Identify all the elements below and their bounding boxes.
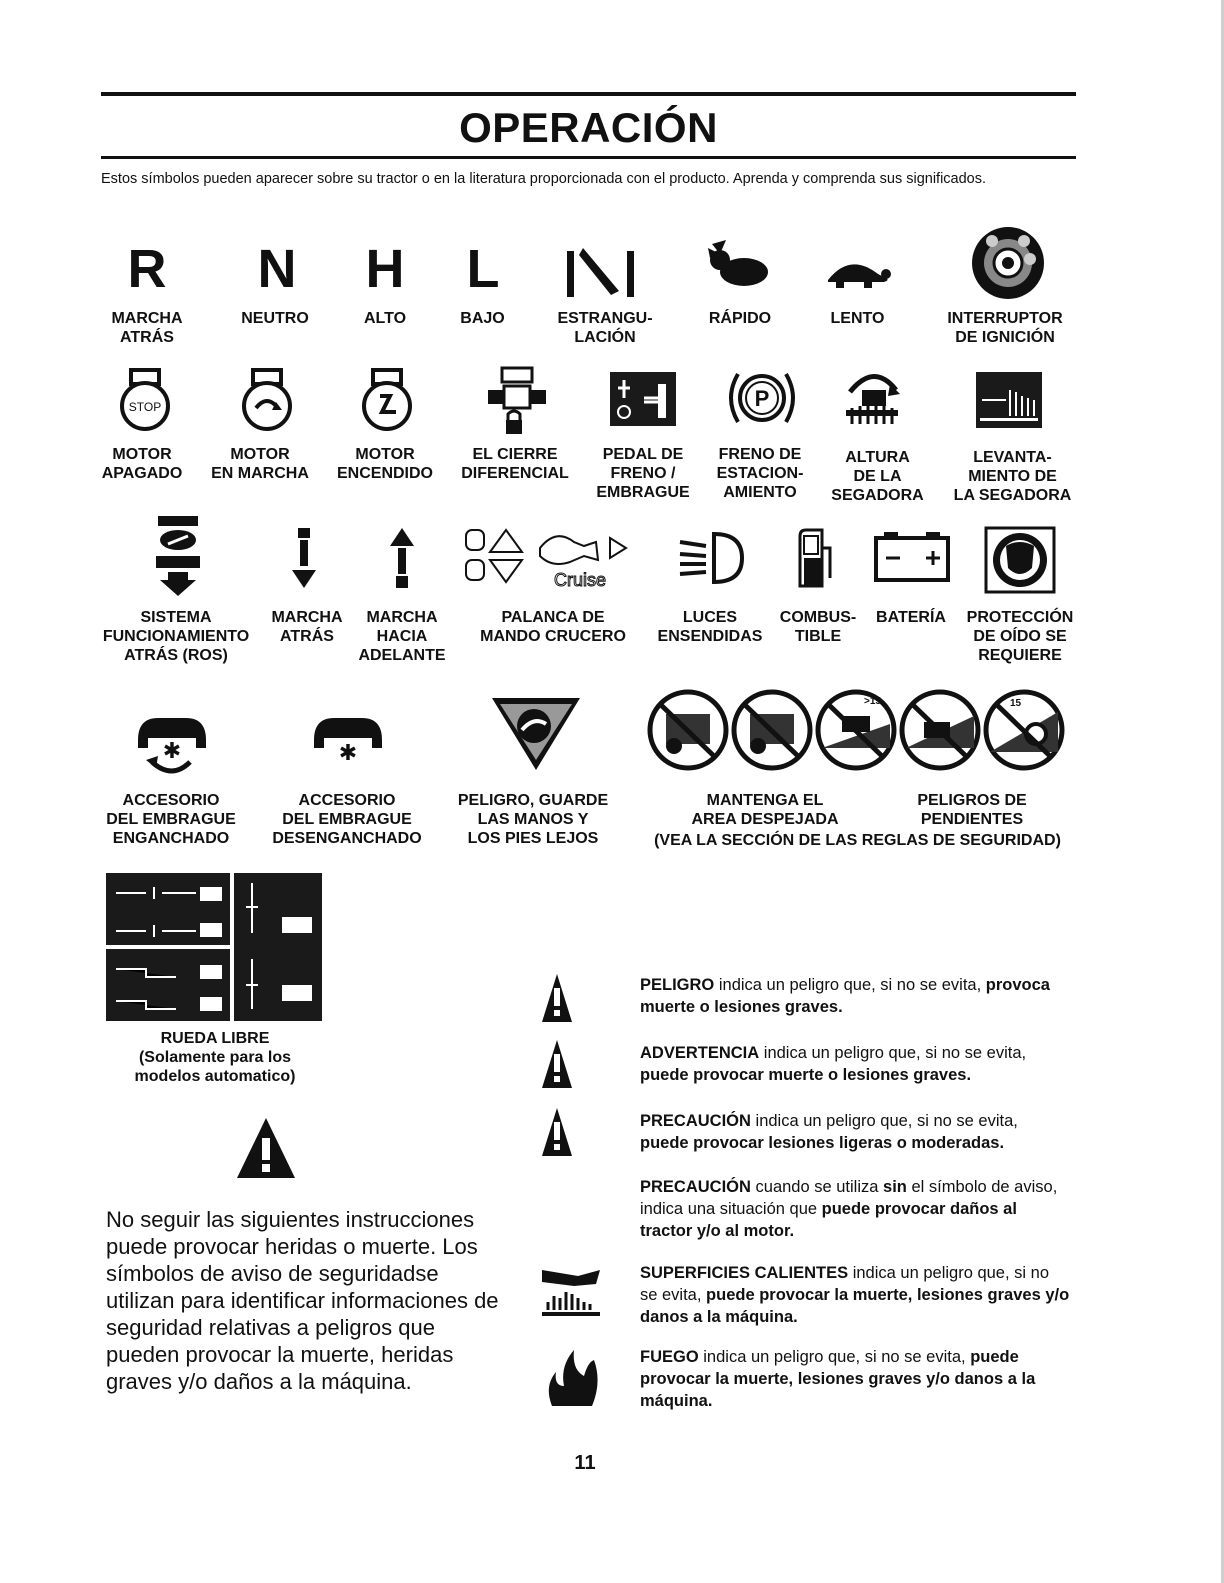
header-rule	[101, 92, 1076, 96]
low-label: BAJO	[460, 310, 505, 327]
differential-lock-icon	[486, 366, 548, 436]
lights-label: LUCES ENSENDIDAS	[657, 609, 763, 645]
safety-notice: No seguir las siguientes instrucciones puede provocar heridas o muerte. Los símbolos de aviso de seguridadse utilizan para identificar informaciones de seguridad relativas a peligros que pueden provocar la muerte, heridas graves y/o daños a la máquina.	[106, 1207, 499, 1394]
fast-label: RÁPIDO	[708, 310, 772, 327]
fuel-icon	[794, 528, 838, 588]
svg-text:P: P	[754, 386, 770, 411]
mower-height-label: ALTURA DE LA SEGADORA	[831, 449, 924, 504]
forward-gear-label: MARCHA HACIA ADELANTE	[358, 609, 446, 664]
ros-label: SISTEMA FUNCIONAMIENTO ATRÁS (ROS)	[102, 609, 250, 664]
pto-disengaged-label: ACCESORIO DEL EMBRAGUE DESENGANCHADO	[272, 792, 422, 847]
mower-height-icon	[840, 366, 904, 428]
ignition-label: INTERRUPTOR DE IGNICIÓN	[947, 310, 1063, 346]
pto-disengaged-icon	[310, 712, 386, 764]
danger-text: PELIGRO indica un peligro que, si no se evita, provoca muerte o lesiones graves.	[640, 976, 1050, 1016]
rabbit-icon	[706, 240, 770, 292]
danger-alert-icon	[540, 972, 574, 1024]
slope-hazard-label: PELIGROS DE PENDIENTES	[917, 792, 1027, 828]
slow-label: LENTO	[830, 310, 885, 327]
title-rule	[101, 156, 1076, 159]
hand-hazard-icon	[488, 694, 584, 774]
safety-alert-icon	[235, 1116, 297, 1180]
warning-text: ADVERTENCIA indica un peligro que, si no se evita, puede provocar muerte o lesiones graves.	[640, 1044, 1027, 1084]
slope-hazard-icon	[814, 686, 1076, 776]
mower-lift-icon	[976, 372, 1042, 428]
cruise-label: PALANCA DE MANDO CRUCERO	[480, 609, 626, 645]
pto-engaged-label: ACCESORIO DEL EMBRAGUE ENGANCHADO	[106, 792, 236, 847]
forward-arrow-icon	[388, 526, 416, 590]
ear-protection-icon	[984, 526, 1056, 594]
slope-angle-mark: 15	[1010, 698, 1022, 709]
engine-started-label: MOTOR ENCENDIDO	[336, 446, 433, 482]
reverse-arrow-icon	[290, 526, 318, 590]
reverse-letter: R	[127, 239, 167, 299]
page-title: OPERACIÓN	[459, 104, 718, 151]
neutral-letter: N	[257, 239, 297, 299]
stop-text: STOP	[128, 400, 162, 414]
fuel-label: COMBUS- TIBLE	[779, 609, 857, 645]
battery-icon	[872, 530, 952, 584]
neutral-label: NEUTRO	[241, 310, 309, 327]
parking-brake-label: FRENO DE ESTACION- AMIENTO	[716, 446, 804, 501]
page-number: 11	[574, 1452, 596, 1474]
battery-label: BATERÍA	[876, 609, 946, 626]
brake-pedal-label: PEDAL DE FRENO / EMBRAGUE	[596, 446, 690, 501]
low-letter: L	[466, 239, 500, 299]
freewheel-label: RUEDA LIBRE (Solamente para los modelos automatico)	[134, 1030, 296, 1085]
choke-label: ESTRANGU- LACIÓN	[557, 310, 653, 346]
caution-text: PRECAUCIÓN indica un peligro que, si no se evita, puede provocar lesiones ligeras o moderadas.	[640, 1112, 1018, 1152]
engine-off-label: MOTOR APAGADO	[101, 446, 183, 482]
engine-stop-icon	[118, 368, 172, 432]
hot-surface-icon	[538, 1262, 604, 1322]
svg-text:✱: ✱	[162, 739, 182, 764]
cruise-control-icon	[460, 524, 650, 596]
engine-run-icon	[240, 368, 294, 432]
mower-lift-label: LEVANTA- MIENTO DE LA SEGADORA	[953, 449, 1072, 504]
caution-alert-icon	[540, 1106, 574, 1158]
fire-text: FUEGO indica un peligro que, si no se evita, puede provocar la muerte, lesiones graves y/o danos a la máquina.	[640, 1348, 1036, 1410]
choke-icon	[565, 243, 640, 298]
hot-surface-text: SUPERFICIES CALIENTES indica un peligro que, si no se evita, puede provocar la muerte, lesiones graves y/o danos a la máquina.	[640, 1264, 1070, 1326]
parking-brake-icon	[722, 366, 802, 430]
high-label: ALTO	[363, 310, 407, 327]
reverse-gear-label: MARCHA ATRÁS	[271, 609, 343, 645]
warning-alert-icon	[540, 1038, 574, 1090]
slope-limit-mark: >15	[864, 696, 881, 707]
headlights-icon	[676, 530, 746, 586]
pto-engaged-icon	[134, 712, 210, 778]
svg-text:✱: ✱	[338, 741, 358, 764]
diff-lock-label: EL CIERRE DIFERENCIAL	[461, 446, 569, 482]
intro-text: Estos símbolos pueden aparecer sobre su tractor o en la literatura proporcionada con el producto. Aprenda y comprenda sus significados.	[101, 171, 987, 187]
caution-no-symbol-text: PRECAUCIÓN cuando se utiliza sin el símbolo de aviso, indica una situación que puede provocar daños al tractor y/o al motor.	[640, 1178, 1058, 1240]
freewheel-icon	[106, 873, 322, 1021]
ear-protection-label: PROTECCIÓN DE OÍDO SE REQUIERE	[966, 609, 1074, 664]
brake-pedal-icon	[610, 372, 676, 426]
turtle-icon	[820, 250, 892, 290]
cruise-text: Cruise	[553, 570, 607, 590]
keep-clear-label: MANTENGA EL AREA DESPEJADA	[691, 792, 839, 828]
reverse-label: MARCHA ATRÁS	[111, 310, 183, 346]
ignition-switch-icon	[970, 225, 1046, 301]
engine-start-icon	[360, 368, 414, 432]
ros-icon	[150, 514, 206, 598]
fire-icon	[542, 1346, 602, 1410]
hand-hazard-label: PELIGRO, GUARDE LAS MANOS Y LOS PIES LEJOS	[457, 792, 609, 847]
high-letter: H	[365, 239, 405, 299]
safety-rules-reference: (VEA LA SECCIÓN DE LAS REGLAS DE SEGURIDAD)	[654, 832, 1061, 849]
engine-running-label: MOTOR EN MARCHA	[211, 446, 309, 482]
